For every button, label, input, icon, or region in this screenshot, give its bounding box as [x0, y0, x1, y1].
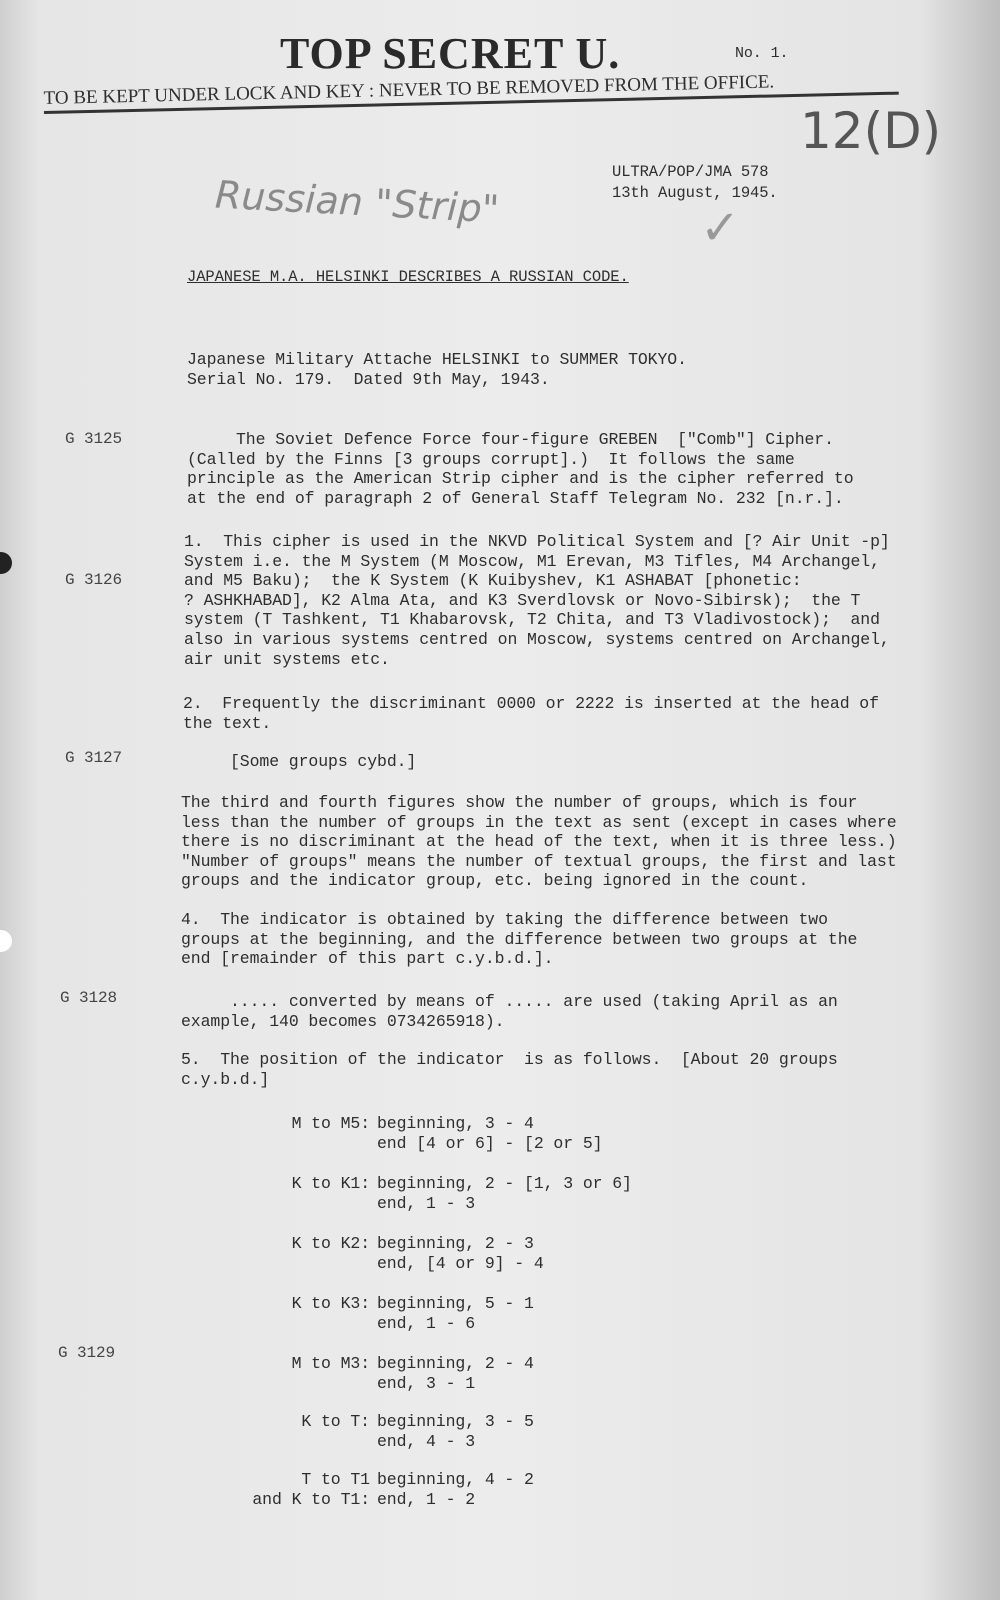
- reference-date: 13th August, 1945.: [612, 184, 778, 202]
- table-row-value: beginning, 2 - 3 end, [4 or 9] - 4: [377, 1234, 544, 1273]
- reference-code: ULTRA/POP/JMA 578: [612, 163, 769, 181]
- margin-ref: G 3129: [58, 1344, 116, 1362]
- margin-ref: G 3126: [65, 571, 123, 589]
- paragraph-4: 4. The indicator is obtained by taking the difference between two groups at the beginning, and the difference between two groups at the end [remainder of this part c.y.b.d.].: [181, 910, 858, 969]
- table-row-value: beginning, 3 - 5 end, 4 - 3: [377, 1412, 534, 1451]
- file-mark-annotation: 12(D): [800, 102, 942, 160]
- paragraph-2-note: [Some groups cybd.]: [230, 752, 417, 771]
- table-row-value: beginning, 4 - 2 end, 1 - 2: [377, 1470, 534, 1509]
- paragraph-3: The third and fourth figures show the number of groups, which is four less than the number of groups in the text as sent (except in cases where there is no discriminant at the head of the text, when it is three less.) "Number of groups" means the number of textual groups, the first and last groups and the indicator group, etc. being ignored in the count.: [181, 793, 897, 891]
- subject-note-annotation: Russian "Strip": [214, 172, 501, 232]
- margin-ref: G 3125: [65, 430, 123, 448]
- tick-annotation: ✓: [700, 200, 741, 256]
- table-row-label: M to M5:: [291, 1114, 370, 1133]
- handling-warning: TO BE KEPT UNDER LOCK AND KEY : NEVER TO BE REMOVED FROM THE OFFICE.: [43, 69, 898, 114]
- table-row-value: beginning, 2 - 4 end, 3 - 1: [377, 1354, 534, 1393]
- margin-ref: G 3127: [65, 749, 123, 767]
- table-row-value: beginning, 3 - 4 end [4 or 6] - [2 or 5]: [377, 1114, 603, 1153]
- table-row-label: K to K3:: [291, 1294, 370, 1313]
- table-row-label: K to K2:: [291, 1234, 370, 1253]
- margin-ref: G 3128: [60, 989, 118, 1007]
- table-row-value: beginning, 5 - 1 end, 1 - 6: [377, 1294, 534, 1333]
- punch-hole: [0, 930, 12, 952]
- table-row-label: T to T1 and K to T1:: [252, 1470, 370, 1509]
- table-row-label: K to K1:: [291, 1174, 370, 1193]
- punch-hole: [0, 552, 12, 574]
- copy-number: No. 1.: [735, 45, 789, 62]
- document-title: JAPANESE M.A. HELSINKI DESCRIBES A RUSSIAN CODE.: [187, 268, 629, 286]
- paragraph-5: 5. The position of the indicator is as follows. [About 20 groups c.y.b.d.]: [181, 1050, 838, 1089]
- paragraph-1: 1. This cipher is used in the NKVD Political System and [? Air Unit -p] System i.e. the M System (M Moscow, M1 Erevan, M3 Tifles, M4 Archangel, and M5 Baku); the K System (K Kuibyshev, K1 ASHABAT [phonetic: ? ASHKHABAD], K2 Alma Ata, and K3 Sverdlovsk or Novo-Sibirsk); the T system (T Tashkent, T1 Khabarovsk, T2 Chita, and T3 Vladivostock); and also in various systems centred on Moscow, systems centred on Archangel, air unit systems etc.: [184, 532, 890, 669]
- paragraph-4-continued: ..... converted by means of ..... are used (taking April as an example, 140 becomes 0734265918).: [181, 992, 838, 1031]
- paragraph-2: 2. Frequently the discriminant 0000 or 2222 is inserted at the head of the text.: [183, 694, 879, 733]
- paragraph-opening: The Soviet Defence Force four-figure GREBEN ["Comb"] Cipher. (Called by the Finns [3 groups corrupt].) It follows the same principle as the American Strip cipher and is the cipher referred to at the end of paragraph 2 of General Staff Telegram No. 232 [n.r.].: [187, 430, 854, 508]
- page-header-title: TOP SECRET U.: [280, 29, 621, 78]
- table-row-value: beginning, 2 - [1, 3 or 6] end, 1 - 3: [377, 1174, 632, 1213]
- intro-header: Japanese Military Attache HELSINKI to SUMMER TOKYO. Serial No. 179. Dated 9th May, 1943.: [187, 350, 687, 389]
- table-row-label: M to M3:: [291, 1354, 370, 1373]
- table-row-label: K to T:: [301, 1412, 370, 1431]
